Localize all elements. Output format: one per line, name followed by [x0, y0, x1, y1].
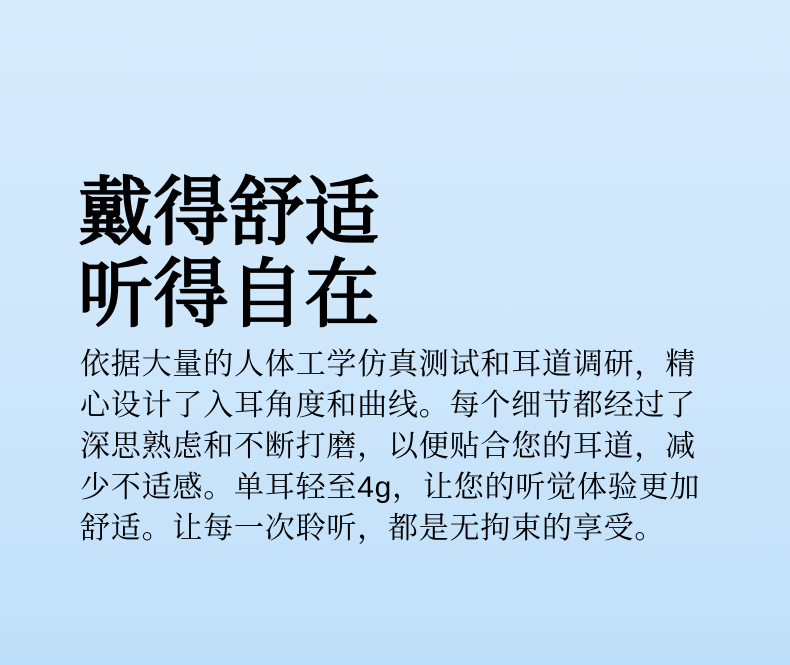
section-heading — [78, 171, 380, 335]
description-line: 深思熟虑和不断打磨，以便贴合您的耳道，减 — [80, 430, 696, 463]
description-line: 少不适感。单耳轻至4g，让您的听觉体验更加 — [80, 471, 701, 504]
description-line: 依据大量的人体工学仿真测试和耳道调研，精 — [80, 348, 696, 381]
heading-line-1: 戴得舒适 — [78, 170, 381, 255]
heading-line-2: 听得自在 — [78, 252, 381, 337]
section-description — [80, 344, 720, 549]
description-line: 舒适。让每一次聆听，都是无拘束的享受。 — [80, 512, 666, 545]
description-line: 心设计了入耳角度和曲线。每个细节都经过了 — [80, 389, 696, 422]
